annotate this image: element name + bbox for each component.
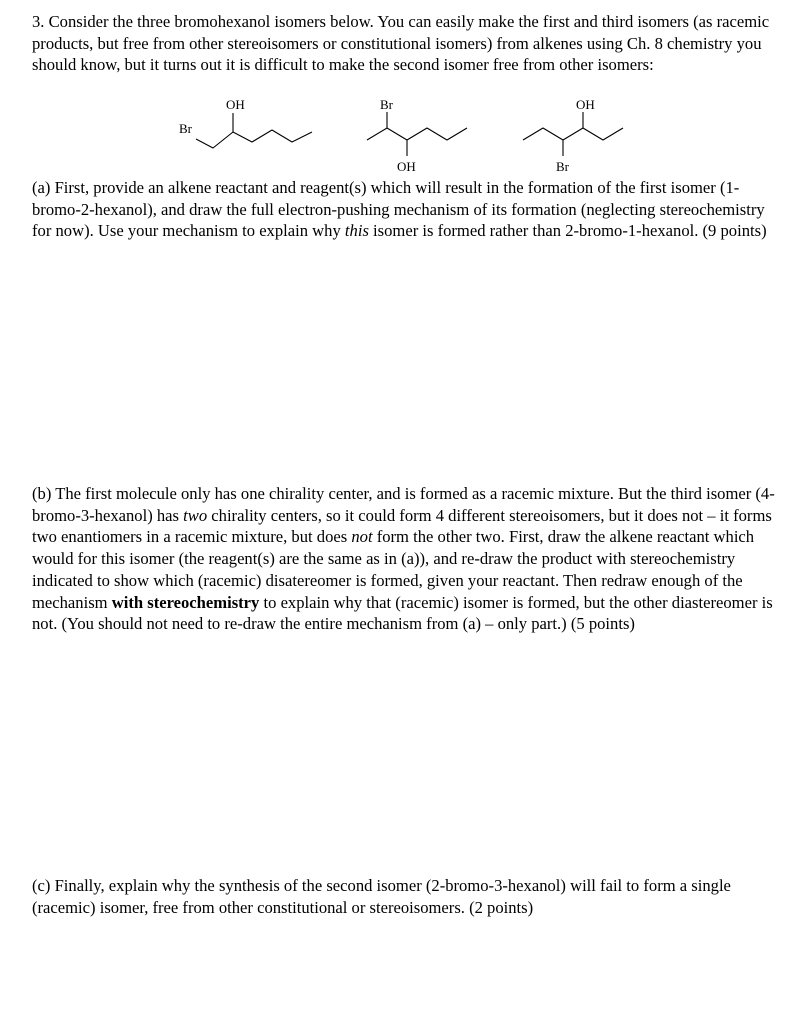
structure-1-skeleton <box>196 130 312 148</box>
structure-2-label-oh: OH <box>397 159 416 174</box>
structure-4-bromo-3-hexanol <box>523 97 623 174</box>
structure-3-skeleton <box>523 128 623 140</box>
part-a-text-2: isomer is formed rather than 2-bromo-1-hexanol. (9 points) <box>368 221 767 241</box>
structure-1-bromo-2-hexanol <box>179 97 312 148</box>
structure-2-skeleton <box>367 128 467 140</box>
part-b-text-3: form the other two. First, draw the alkene reactant which would for this isomer (the reagent(s) are the same as in (a)), and re-draw the product with stereochemistry indicated to show which (racemic) disatereomer is formed, given your reactant. Then redraw enough of the mechanism <box>32 527 755 612</box>
part-b-text-4: to explain why that (racemic) isomer is formed, but the other diastereomer is not. (You should not need to re-draw the entire mechanism from (a) – only part.) (5 points) <box>32 592 773 634</box>
bromohexanol-structures <box>0 96 799 176</box>
structure-3-label-oh: OH <box>576 97 595 112</box>
structure-3-label-br: Br <box>556 159 569 174</box>
part-a-emphasis-this: this <box>344 221 369 241</box>
part-b-text-2: chirality centers, so it could form 4 different stereoisomers, but it does not – it forms two enantiomers in a racemic mixture, but does <box>32 505 772 547</box>
question-part-a <box>32 177 777 242</box>
question-intro: 3. Consider the three bromohexanol isomers below. You can easily make the first and third isomers (as racemic products, but free from other stereoisomers or constitutional isomers) from alkenes using Ch. 8 chemistry you should know, but it turns out it is difficult to make the second isomer free from other isomers: <box>32 12 770 75</box>
part-b-bold-with-stereochemistry: with stereochemistry <box>111 592 260 612</box>
structure-1-label-br: Br <box>179 121 192 136</box>
part-a-text-1: (a) First, provide an alkene reactant and reagent(s) which will result in the formation of the first isomer (1-bromo-2-hexanol), and draw the full electron-pushing mechanism of its formation (neglecting stereochemistry for now). Use your mechanism to explain why <box>32 178 765 241</box>
question-part-b <box>32 483 777 635</box>
part-b-emphasis-two: two <box>183 505 208 525</box>
part-b-text-1: (b) The first molecule only has one chirality center, and is formed as a racemic mixture. But the third isomer (4-bromo-3-hexanol) has <box>32 484 775 525</box>
structure-1-label-oh: OH <box>226 97 245 112</box>
structure-2-label-br: Br <box>380 97 393 112</box>
structure-2-bromo-3-hexanol <box>367 97 467 174</box>
question-part-c: (c) Finally, explain why the synthesis of the second isomer (2-bromo-3-hexanol) will fail to form a single (racemic) isomer, free from other constitutional or stereoisomers. (2 points) <box>32 876 731 917</box>
part-b-emphasis-not: not <box>351 527 373 547</box>
